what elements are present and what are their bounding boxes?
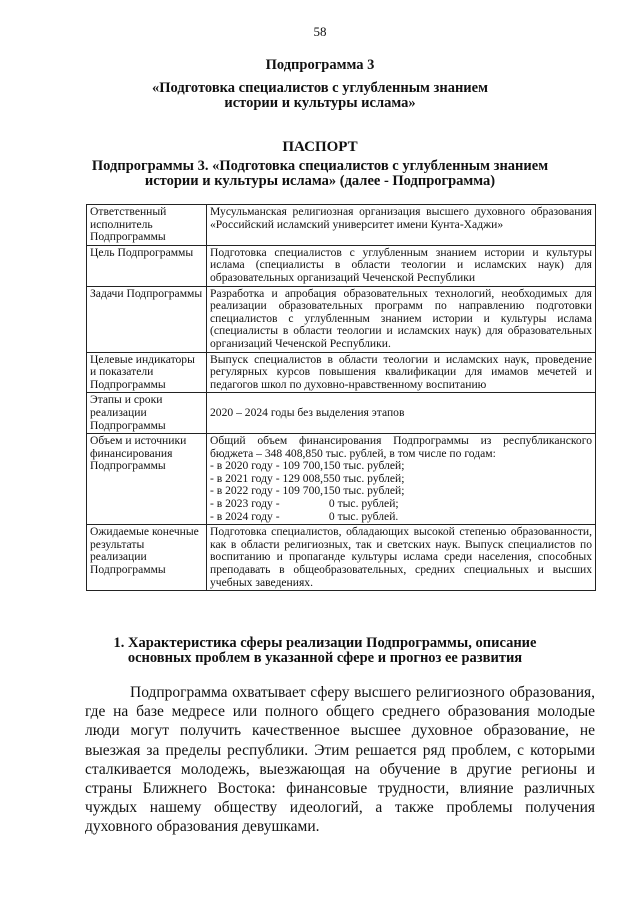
passport-table bbox=[86, 204, 596, 591]
subprogram-title-line2: истории и культуры ислама» bbox=[224, 95, 416, 111]
row-value: Подготовка специалистов с углубленным знанием истории и культуры ислама (специалисты в области теологии и исламских наук) для образовательных организаций Чеченской Республики bbox=[207, 245, 596, 286]
table-row bbox=[87, 205, 596, 246]
section-heading-line1: 1. Характеристика сферы реализации Подпрограммы, описание bbox=[113, 635, 537, 651]
row-key: Задачи Подпрограммы bbox=[87, 286, 207, 352]
row-key: Цель Подпрограммы bbox=[87, 245, 207, 286]
row-key: Ожидаемые конечные результаты реализации Подпрограммы bbox=[87, 525, 207, 591]
row-key: Этапы и сроки реализации Подпрограммы bbox=[87, 393, 207, 434]
row-value: Выпуск специалистов в области теологии и исламских наук, проведение регулярных курсов повышения квалификации для имамов мечетей и педагогов школ по духовно-нравственному воспитанию bbox=[207, 352, 596, 393]
section-paragraph: Подпрограмма охватывает сферу высшего религиозного образования, где на базе медресе или полного общего среднего образования молодые люди могут получить качественное высшее духовное образование, не выезжая за пределы республики. Этим решается ряд проблем, с которыми сталкивается молодежь, выезжающая на обучение в другие регионы и страны Ближнего Востока: финансовые трудности, влияние различных чуждых нашему обществу идеологий, а также проблемы получения духовного образования девушками. bbox=[85, 684, 595, 836]
subprogram-label: Подпрограмма 3 bbox=[265, 57, 375, 73]
financing-intro: Общий объем финансирования Подпрограммы из республиканского бюджета – 348 408,850 тыс. рублей, в том числе по годам: bbox=[210, 434, 592, 460]
table-row bbox=[87, 286, 596, 352]
section-heading-line2: основных проблем в указанной сфере и прогноз ее развития bbox=[127, 650, 523, 666]
stages-text: 2020 – 2024 годы без выделения этапов bbox=[210, 405, 405, 419]
financing-year-2020: - в 2020 году - 109 700,150 тыс. рублей; bbox=[210, 459, 405, 473]
subprogram-title-line1: «Подготовка специалистов с углубленным знанием bbox=[152, 80, 488, 96]
passport-title-line2: истории и культуры ислама» (далее - Подпрограмма) bbox=[144, 173, 496, 189]
row-key: Целевые индикаторы и показатели Подпрограммы bbox=[87, 352, 207, 393]
page-number: 58 bbox=[313, 24, 327, 39]
table-row bbox=[87, 434, 596, 525]
passport-title-block bbox=[60, 140, 580, 189]
row-value: Разработка и апробация образовательных технологий, необходимых для реализации образовательных программ по направлению подготовки специалистов с углубленным знанием истории и культуры ислама (специалисты в области теологии и исламских наук) для образовательных организаций Чеченской Республики. bbox=[207, 286, 596, 352]
section-heading bbox=[90, 636, 560, 666]
table-row bbox=[87, 352, 596, 393]
table-row bbox=[87, 525, 596, 591]
row-value bbox=[207, 393, 596, 434]
table-row bbox=[87, 393, 596, 434]
row-value: Подготовка специалистов, обладающих высокой степенью образованности, как в области религиозных, так и светских наук. Выпуск специалистов по воспитанию и пропаганде культуры ислама среди населения, способных преподавать в общеобразовательных, средних специальных и высших учебных заведениях. bbox=[207, 525, 596, 591]
subprogram-title-block bbox=[60, 58, 580, 111]
financing-year-2024: - в 2024 году - 0 тыс. рублей. bbox=[210, 509, 399, 523]
financing-year-2021: - в 2021 году - 129 008,550 тыс. рублей; bbox=[210, 471, 405, 485]
financing-year-2023: - в 2023 году - 0 тыс. рублей; bbox=[210, 497, 399, 511]
financing-year-2022: - в 2022 году - 109 700,150 тыс. рублей; bbox=[210, 484, 405, 498]
passport-title-line1: Подпрограммы 3. «Подготовка специалистов с углубленным знанием bbox=[91, 158, 549, 174]
row-value bbox=[207, 434, 596, 525]
table-row bbox=[87, 245, 596, 286]
row-value: Мусульманская религиозная организация высшего духовного образования «Российский исламский университет имени Кунта-Хаджи» bbox=[207, 205, 596, 246]
passport-heading: ПАСПОРТ bbox=[282, 139, 358, 155]
row-key: Ответственный исполнитель Подпрограммы bbox=[87, 205, 207, 246]
row-key: Объем и источники финансирования Подпрограммы bbox=[87, 434, 207, 525]
